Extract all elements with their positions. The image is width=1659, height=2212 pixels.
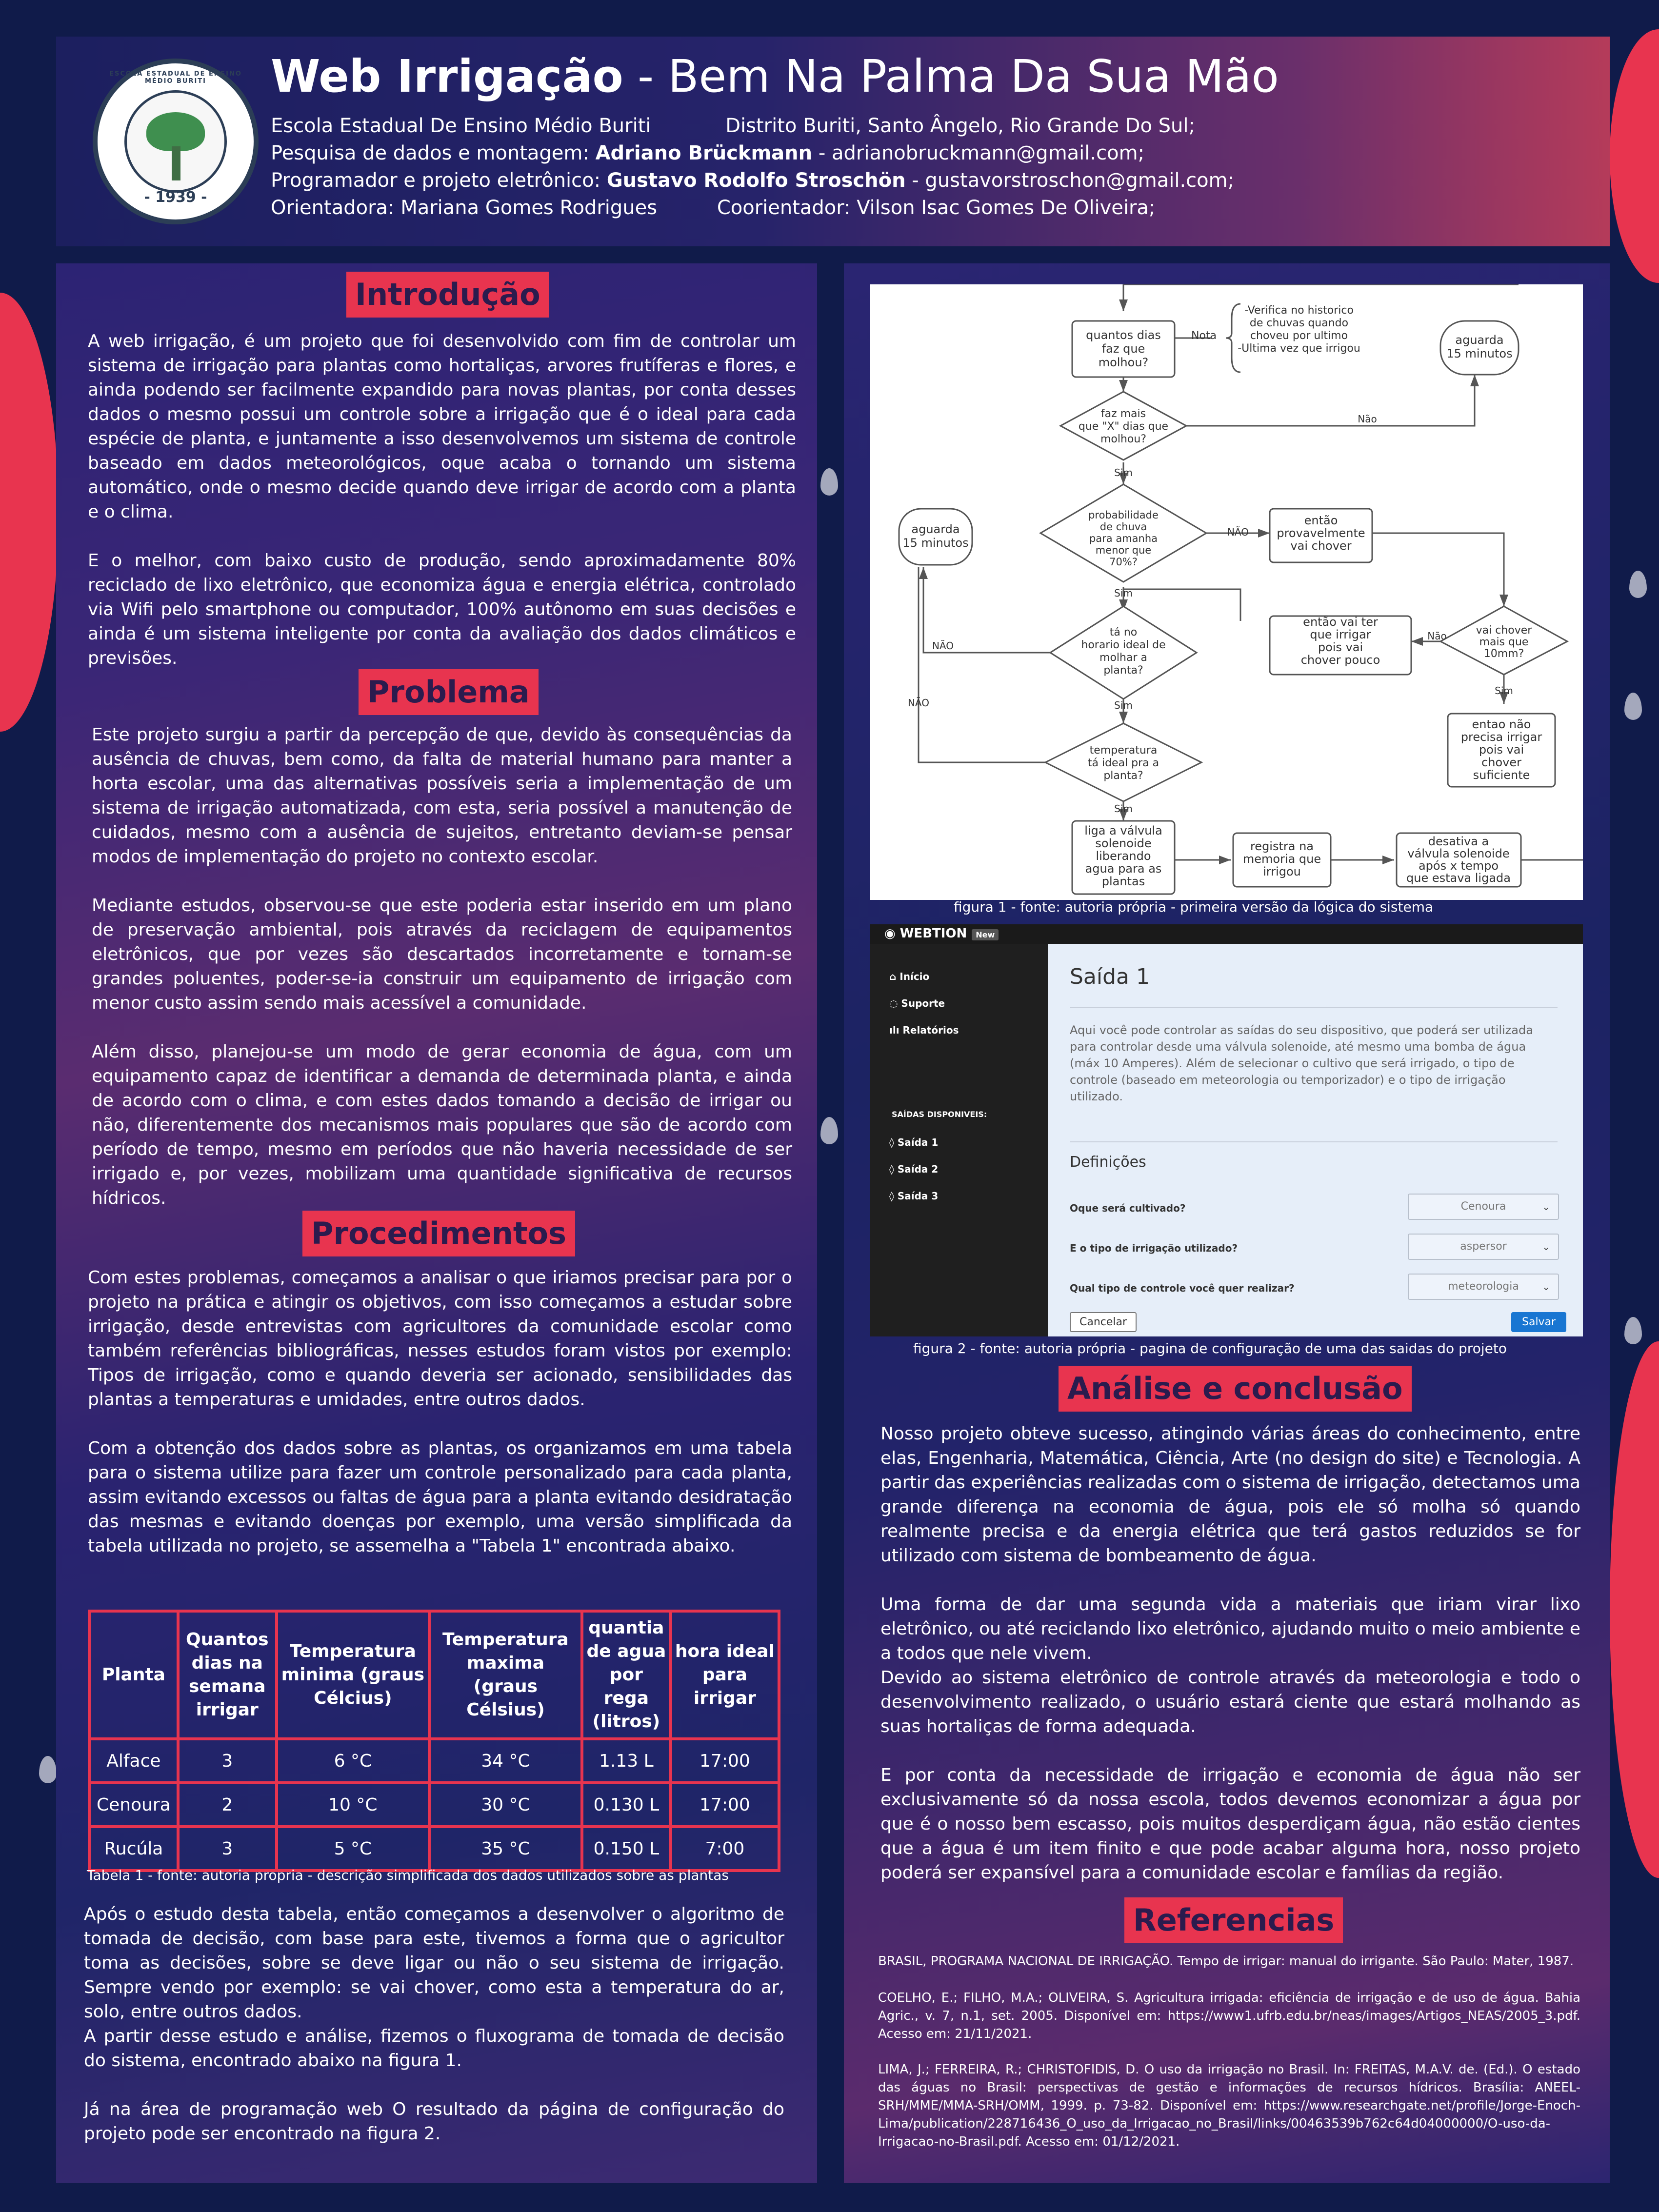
node-text: -Verifica no historico — [1244, 304, 1354, 317]
chart-icon: ılı — [889, 1024, 903, 1036]
node-text: vai chover — [1290, 539, 1352, 553]
table-cell: 0.130 L — [582, 1783, 671, 1827]
table-caption: Tabela 1 - fonte: autoria propria - descrição simplificada dos dados utilizados sobre as plantas — [87, 1867, 729, 1883]
node-text: choveu por ultimo — [1250, 330, 1348, 342]
research-name: Adriano Brückmann — [595, 142, 813, 164]
table-cell: 1.13 L — [582, 1739, 671, 1783]
table-header-cell: hora ideal para irrigar — [671, 1611, 779, 1739]
brand-name: WEBTION — [899, 926, 967, 941]
divider — [1070, 1007, 1558, 1008]
analise-title: Análise e conclusão — [1059, 1366, 1412, 1412]
table-cell: 34 °C — [429, 1739, 582, 1783]
poster-title — [271, 50, 1279, 102]
divider — [1070, 1141, 1558, 1142]
field-label: E o tipo de irrigação utilizado? — [1070, 1242, 1238, 1254]
node-text: memoria que — [1242, 852, 1321, 866]
programmer-name: Gustavo Rodolfo Stroschön — [606, 169, 906, 192]
select-value: meteorologia — [1448, 1280, 1519, 1293]
sidebar-item-saida-3[interactable] — [889, 1190, 938, 1202]
edge-label: Sim — [1495, 685, 1513, 697]
node-text: solenoide — [1095, 837, 1152, 850]
logo-ring-text: ESCOLA ESTADUAL DE ENSINO MÉDIO BURITI — [109, 70, 242, 85]
app-topbar — [870, 924, 1583, 944]
bg-blob-right-mid — [1610, 1341, 1659, 1878]
research-email: - adrianobruckmann@gmail.com; — [818, 142, 1145, 164]
node-text: precisa irrigar — [1460, 730, 1542, 744]
table-cell: Rucúla — [89, 1827, 178, 1871]
header-line-programmer — [271, 169, 1234, 192]
introducao-title: Introdução — [346, 272, 549, 318]
home-icon: ⌂ — [889, 971, 900, 982]
chevron-down-icon: ⌄ — [1542, 1241, 1550, 1253]
outputs-heading: SAÍDAS DISPONIVEIS: — [892, 1110, 987, 1119]
node-text: após x tempo — [1418, 859, 1499, 873]
table-cell: 30 °C — [429, 1783, 582, 1827]
node-text: então — [1304, 514, 1338, 527]
analise-p1: Nosso projeto obteve sucesso, atingindo várias áreas do conhecimento, entre elas, Engenharia, Matemática, Ciência, Arte (no design do site) e Tecnologia. A partir das experiências realizadas com o sistema de irrigação, detectamos uma grande diferença na economia de água, pois ele só molha só quando realmente precisa e da energia elétrica que terá gastos reduzidos se for utilizado com sistema de bombeamento de água. — [880, 1424, 1580, 1566]
node-text: registra na — [1250, 839, 1314, 853]
plants-table — [88, 1610, 780, 1872]
node-text: chover — [1481, 756, 1521, 769]
node-text: entao não — [1472, 717, 1531, 731]
sidebar-item-label: Saída 3 — [897, 1190, 939, 1202]
introducao-p2: E o melhor, com baixo custo de produção, sendo aproximadamente 80% reciclado de lixo eletrônico, que economiza água e energia elétrica, controlado via Wifi pelo smartphone ou computador, 100% autônomo em suas decisões e ainda é um sistema inteligente por conta da avaliação dos dados climáticos e previsões. — [88, 551, 796, 668]
sidebar-item-label: Suporte — [901, 997, 945, 1009]
node-text: plantas — [1101, 875, 1145, 888]
edge-label: NÃO — [907, 697, 930, 709]
table-cell: 3 — [178, 1739, 277, 1783]
table-header-cell: Quantos dias na semana irrigar — [178, 1611, 277, 1739]
node-text: planta? — [1103, 770, 1143, 782]
new-badge: New — [972, 929, 999, 940]
palm-tree-icon — [146, 112, 205, 151]
header-line-school — [271, 115, 1195, 137]
node-text: que "X" dias que — [1078, 420, 1169, 433]
analise-p2: Uma forma de dar uma segunda vida a materiais que iriam virar lixo eletrônico, ou até reciclando lixo eletrônico, ajudando muito o meio ambiente e a todos que nele vivem. — [880, 1594, 1580, 1663]
select-value: aspersor — [1460, 1240, 1507, 1253]
field-label: Qual tipo de controle você quer realizar? — [1070, 1282, 1295, 1294]
drop-icon: ◊ — [889, 1190, 898, 1202]
sidebar-item-label: Início — [899, 971, 930, 982]
node-text: provavelmente — [1277, 526, 1365, 540]
advisor: Orientadora: Mariana Gomes Rodrigues — [271, 197, 658, 219]
node-text: mais que — [1479, 636, 1529, 648]
edge-label: Sim — [1114, 467, 1133, 478]
node-text: faz que — [1101, 342, 1145, 356]
edge-label: Não — [1427, 630, 1447, 642]
figure2-caption: figura 2 - fonte: autoria própria - pagina de configuração de uma das saidas do projeto — [913, 1340, 1507, 1356]
node-text: temperatura — [1089, 744, 1158, 757]
analise-p4: E por conta da necessidade de irrigação e economia de água não ser exclusivamente só da nossa escola, todos devemos economizar a água por que é o nosso bem escasso, pois muitos desperdiçam água, não estão cientes que a água é um item finito e que pode acabar alguma hora, nosso projeto poderá ser expansível para a comunidade escolar e famílias da região. — [880, 1765, 1580, 1883]
table-row — [89, 1827, 779, 1871]
irrigation-type-select[interactable] — [1408, 1234, 1559, 1260]
edge-label: NÃO — [1227, 526, 1249, 538]
node-text: agua para as — [1085, 862, 1162, 876]
problema-p3: Além disso, planejou-se um modo de gerar economia de água, com um equipamento capaz de identificar a demanda de determinada planta, e ainda de acordo com o clima, e com estes dados tomando a decisão de irrigar ou não, diferentemente dos mecanismos mais populares que são de acordo com período de tempo, mesmo em períodos que não haveria necessidade de ser irrigado e, por vezes, mobilizam uma quantidade significativa de recursos hídricos. — [92, 1042, 792, 1208]
table-header-row — [89, 1611, 779, 1739]
sidebar-item-relatorios[interactable] — [889, 1024, 959, 1036]
procedimentos-title: Procedimentos — [302, 1211, 575, 1256]
sidebar-item-label: Saída 1 — [897, 1136, 939, 1148]
problema-title: Problema — [359, 669, 539, 715]
water-drop-icon — [820, 468, 838, 496]
palm-trunk — [172, 146, 180, 180]
school-location: Distrito Buriti, Santo Ângelo, Rio Grande Do Sul; — [725, 115, 1195, 137]
edge-label: Sim — [1114, 803, 1133, 815]
referencias-title: Referencias — [1124, 1897, 1343, 1943]
edge-label: Sim — [1114, 699, 1133, 711]
table-header-cell: Planta — [89, 1611, 178, 1739]
school-name: Escola Estadual De Ensino Médio Buriti — [271, 115, 651, 137]
water-drop-icon — [1624, 1317, 1642, 1344]
title-bold: Web Irrigação — [271, 50, 623, 102]
app-brand[interactable] — [884, 926, 999, 941]
introducao-p1: A web irrigação, é um projeto que foi desenvolvido com fim de controlar um sistema de irrigação para plantas como hortaliças, arvores frutíferas e flores, e ainda podendo ser facilmente expandido para novas plantas, por conta desses dados o mesmo possui um controle sobre a irrigação que é o ideal para cada espécie de planta, e juntamente a isso desenvolvemos um sistema de controle baseado em dados meteorológicos, oque acaba o tornando um sistema automático, onde o mesmo decide quando deve irrigar de acordo com a planta e o clima. — [88, 331, 796, 522]
reference-3: LIMA, J.; FERREIRA, R.; CHRISTOFIDIS, D. O uso da irrigação no Brasil. In: FREITAS, M.A.V. de. (Ed.). O estado das águas no Brasil: perspectivas de gestão e informações de recursos hídricos. Brasília: ANEEL-SRH/MME/MMA-SRH/OMM, 1999. p. 73-82. Disponível em: https://www.researchgate.net/profile/Jorge-Enoch-Lima/publication/228716436_O_uso_da_Irrigacao_no_Brasil/links/00463539b762c64d04000000/O-uso-da-Irrigacao-no-Brasil.pdf. Acesso em: 01/12/2021. — [878, 2062, 1580, 2149]
table-header-cell: Temperatura minima (graus Célcius) — [277, 1611, 429, 1739]
node-text: válvula solenoide — [1407, 847, 1510, 860]
school-logo — [93, 59, 259, 224]
node-text: que estava ligada — [1406, 871, 1511, 885]
node-text: 70%? — [1109, 556, 1138, 568]
node-text: irrigou — [1263, 865, 1301, 878]
node-text: tá ideal pra a — [1087, 757, 1159, 769]
table-cell: 17:00 — [671, 1783, 779, 1827]
table-cell: 5 °C — [277, 1827, 429, 1871]
table-header-cell: Temperatura maxima (graus Célsius) — [429, 1611, 582, 1739]
edge-label: NÃO — [932, 640, 954, 652]
programmer-label: Programador e projeto eletrônico: — [271, 169, 601, 192]
node-text: liga a válvula — [1084, 824, 1162, 837]
node-text: pois vai — [1479, 743, 1524, 757]
support-icon: ◌ — [889, 997, 901, 1009]
app-sidebar — [870, 944, 1048, 1336]
node-text: de chuvas quando — [1249, 317, 1349, 329]
node-text: pois vai — [1318, 640, 1363, 654]
header-line-research — [271, 142, 1144, 164]
flowchart-figure — [870, 284, 1583, 900]
edge-label: Não — [1358, 413, 1377, 425]
app-main — [1048, 944, 1583, 1336]
procedimentos-p3: Após o estudo desta tabela, então começamos a desenvolver o algoritmo de tomada de decisão, com base para este, tivemos a forma que o agricultor toma as decisões, sobre se deve ligar ou não o seu sistema de irrigação. Sempre vendo por exemplo: se vai chover, como esta a temperatura do ar, solo, entre outros dados. — [84, 1904, 784, 2022]
water-drop-icon — [1624, 693, 1642, 720]
output-description: Aqui você pode controlar as saídas do seu dispositivo, que poderá ser utilizada para controlar desde uma válvula solenoide, até mesmo uma bomba de água (máx 10 Amperes). Além de selecionar o cultivo que será irrigado, o tipo de controle (baseado em meteorologia ou temporizador) e o tipo de irrigação utilizado. — [1070, 1023, 1533, 1103]
header-line-advisors — [271, 197, 1155, 219]
table-row — [89, 1739, 779, 1783]
title-light: - Bem Na Palma Da Sua Mão — [623, 50, 1279, 102]
procedimentos-p2: Com a obtenção dos dados sobre as plantas, os organizamos em uma tabela para o sistema utilize para fazer um controle personalizado para cada planta, assim evitando excessos ou faltas de água para a planta evitando desidratação das mesmas e evitando doenças por exemplo, uma versão simplificada da tabela utilizada no projeto, se assemelha a "Tabela 1" encontrada abaixo. — [88, 1438, 792, 1556]
drop-icon: ◊ — [889, 1163, 898, 1175]
table-cell: Cenoura — [89, 1783, 178, 1827]
page-title: Saída 1 — [1070, 964, 1150, 989]
water-drop-icon — [820, 1117, 838, 1144]
node-text: chover pouco — [1300, 653, 1380, 667]
node-text: desativa a — [1428, 835, 1489, 848]
analise-p3: Devido ao sistema eletrônico de controle através da meteorologia e todo o desenvolvimento realizado, o usuário estará ciente que estará molhando as suas hortaliças de forma adequada. — [880, 1668, 1580, 1736]
table-cell: 35 °C — [429, 1827, 582, 1871]
node-text: 15 minutos — [1446, 347, 1513, 360]
brand-logo-icon: ◉ — [884, 926, 900, 941]
table-cell: 10 °C — [277, 1783, 429, 1827]
select-value: Cenoura — [1460, 1200, 1506, 1213]
procedimentos-p4: A partir desse estudo e análise, fizemos o fluxograma de tomada de decisão do sistema, encontrado abaixo na figura 1. — [84, 2026, 784, 2071]
node-text: probabilidade — [1088, 509, 1159, 521]
procedimentos-p5: Já na área de programação web O resultado da página de configuração do projeto pode ser encontrado na figura 2. — [84, 2099, 784, 2144]
edge-label: Sim — [1114, 587, 1133, 599]
node-text: aguarda — [911, 522, 960, 536]
table-cell: 17:00 — [671, 1739, 779, 1783]
reference-2: COELHO, E.; FILHO, M.A.; OLIVEIRA, S. Agricultura irrigada: eficiência de irrigação e de uso de água. Bahia Agric., v. 7, n.1, set. 2005. Disponível em: https://www1.ufrb.edu.br/neas/images/Artigos_NEAS/2005_3.pdf. Acesso em: 21/11/2021. — [878, 1991, 1580, 2041]
node-text: para amanha — [1089, 533, 1158, 544]
programmer-email: - gustavorstroschon@gmail.com; — [912, 169, 1235, 192]
poster-header — [56, 37, 1610, 246]
cancel-button[interactable]: Cancelar — [1070, 1312, 1137, 1332]
table-cell: 3 — [178, 1827, 277, 1871]
node-text: aguarda — [1455, 333, 1504, 347]
water-drop-icon — [39, 1756, 57, 1783]
water-drop-icon — [1629, 571, 1647, 598]
field-label: Oque será cultivado? — [1070, 1202, 1186, 1214]
webtion-screenshot — [870, 924, 1583, 1336]
flowchart-svg — [870, 284, 1583, 900]
sidebar-item-saida-1[interactable] — [889, 1136, 938, 1148]
node-text: molhou? — [1100, 433, 1147, 445]
table-header-cell: quantia de agua por rega (litros) — [582, 1611, 671, 1739]
sidebar-item-inicio[interactable] — [889, 971, 929, 982]
node-text: faz mais — [1100, 408, 1146, 420]
sidebar-item-label: Relatórios — [902, 1024, 959, 1036]
node-text: 15 minutos — [902, 536, 969, 550]
definitions-title: Definições — [1070, 1154, 1146, 1171]
table-row — [89, 1783, 779, 1827]
chevron-down-icon: ⌄ — [1542, 1281, 1550, 1293]
table-cell: 0.150 L — [582, 1827, 671, 1871]
problema-p2: Mediante estudos, observou-se que este poderia estar inserido em um plano de preservação ambiental, pois através da reciclagem de equipamentos eletrônicos, que por vezes são descartados incorretamente e tornam-se grandes poluentes, poder-se-ia construir um equipamento de irrigação com menor custo assim sendo mais acessível a comunidade. — [92, 896, 792, 1013]
control-type-select[interactable] — [1408, 1274, 1559, 1300]
table-cell: 7:00 — [671, 1827, 779, 1871]
node-text: suficiente — [1473, 768, 1530, 782]
chevron-down-icon: ⌄ — [1542, 1201, 1550, 1213]
drop-icon: ◊ — [889, 1136, 898, 1148]
coadvisor: Coorientador: Vilson Isac Gomes De Oliveira; — [717, 197, 1156, 219]
node-text: planta? — [1103, 664, 1143, 677]
node-text: que irrigar — [1310, 628, 1371, 641]
node-text: então vai ter — [1303, 615, 1378, 629]
node-text: 10mm? — [1483, 648, 1524, 660]
node-text: tá no — [1109, 626, 1138, 638]
table-cell: 2 — [178, 1783, 277, 1827]
procedimentos-p1: Com estes problemas, começamos a analisar o que iriamos precisar para por o projeto na prática e atingir os objetivos, com isso começamos a estudar sobre irrigação, desde entrevistas com agricultores da comunidade escolar como também referências bibliográficas, nesses estudos foram vistos por exemplo: Tipos de irrigação, como e quando deveria ser acionado, sensibilidades das plantas a temperaturas e umidades, entre outros dados. — [88, 1268, 792, 1410]
node-text: -Ultima vez que irrigou — [1238, 342, 1360, 355]
table-cell: 6 °C — [277, 1739, 429, 1783]
sidebar-item-label: Saída 2 — [897, 1163, 939, 1175]
logo-year: - 1939 - — [144, 189, 207, 206]
node-text: liberando — [1096, 849, 1151, 863]
save-button[interactable]: Salvar — [1511, 1312, 1566, 1332]
node-text: molhou? — [1098, 356, 1149, 369]
bg-blob-left — [0, 293, 59, 732]
node-text: horario ideal de — [1081, 639, 1166, 651]
node-text: molhar a — [1099, 652, 1147, 664]
table-cell: Alface — [89, 1739, 178, 1783]
node-text: Nota — [1191, 330, 1217, 342]
figure1-caption: figura 1 - fonte: autoria própria - primeira versão da lógica do sistema — [954, 899, 1434, 915]
research-label: Pesquisa de dados e montagem: — [271, 142, 589, 164]
node-text: menor que — [1095, 544, 1152, 556]
node-text: de chuva — [1099, 521, 1147, 533]
reference-1: BRASIL, PROGRAMA NACIONAL DE IRRIGAÇÃO. Tempo de irrigar: manual do irrigante. São Paulo: Mater, 1987. — [878, 1954, 1574, 1969]
sidebar-item-suporte[interactable] — [889, 997, 945, 1009]
node-text: vai chover — [1476, 624, 1532, 637]
crop-select[interactable] — [1408, 1194, 1559, 1220]
logo-emblem — [124, 90, 227, 193]
problema-p1: Este projeto surgiu a partir da percepção de que, devido às consequências da ausência de chuvas, bem como, da falta de material humano para manter a horta escolar, uma das alternativas possíveis seria a implementação de um sistema de irrigação automatizada, com esta, seria possível a manutenção de cuidados, mesmo com a ausência de sujeitos, entretanto deviam-se pensar modos de implementação do projeto no contexto escolar. — [92, 725, 792, 867]
node-text: quantos dias — [1086, 328, 1161, 342]
bg-blob-right-top — [1610, 29, 1659, 283]
sidebar-item-saida-2[interactable] — [889, 1163, 938, 1175]
